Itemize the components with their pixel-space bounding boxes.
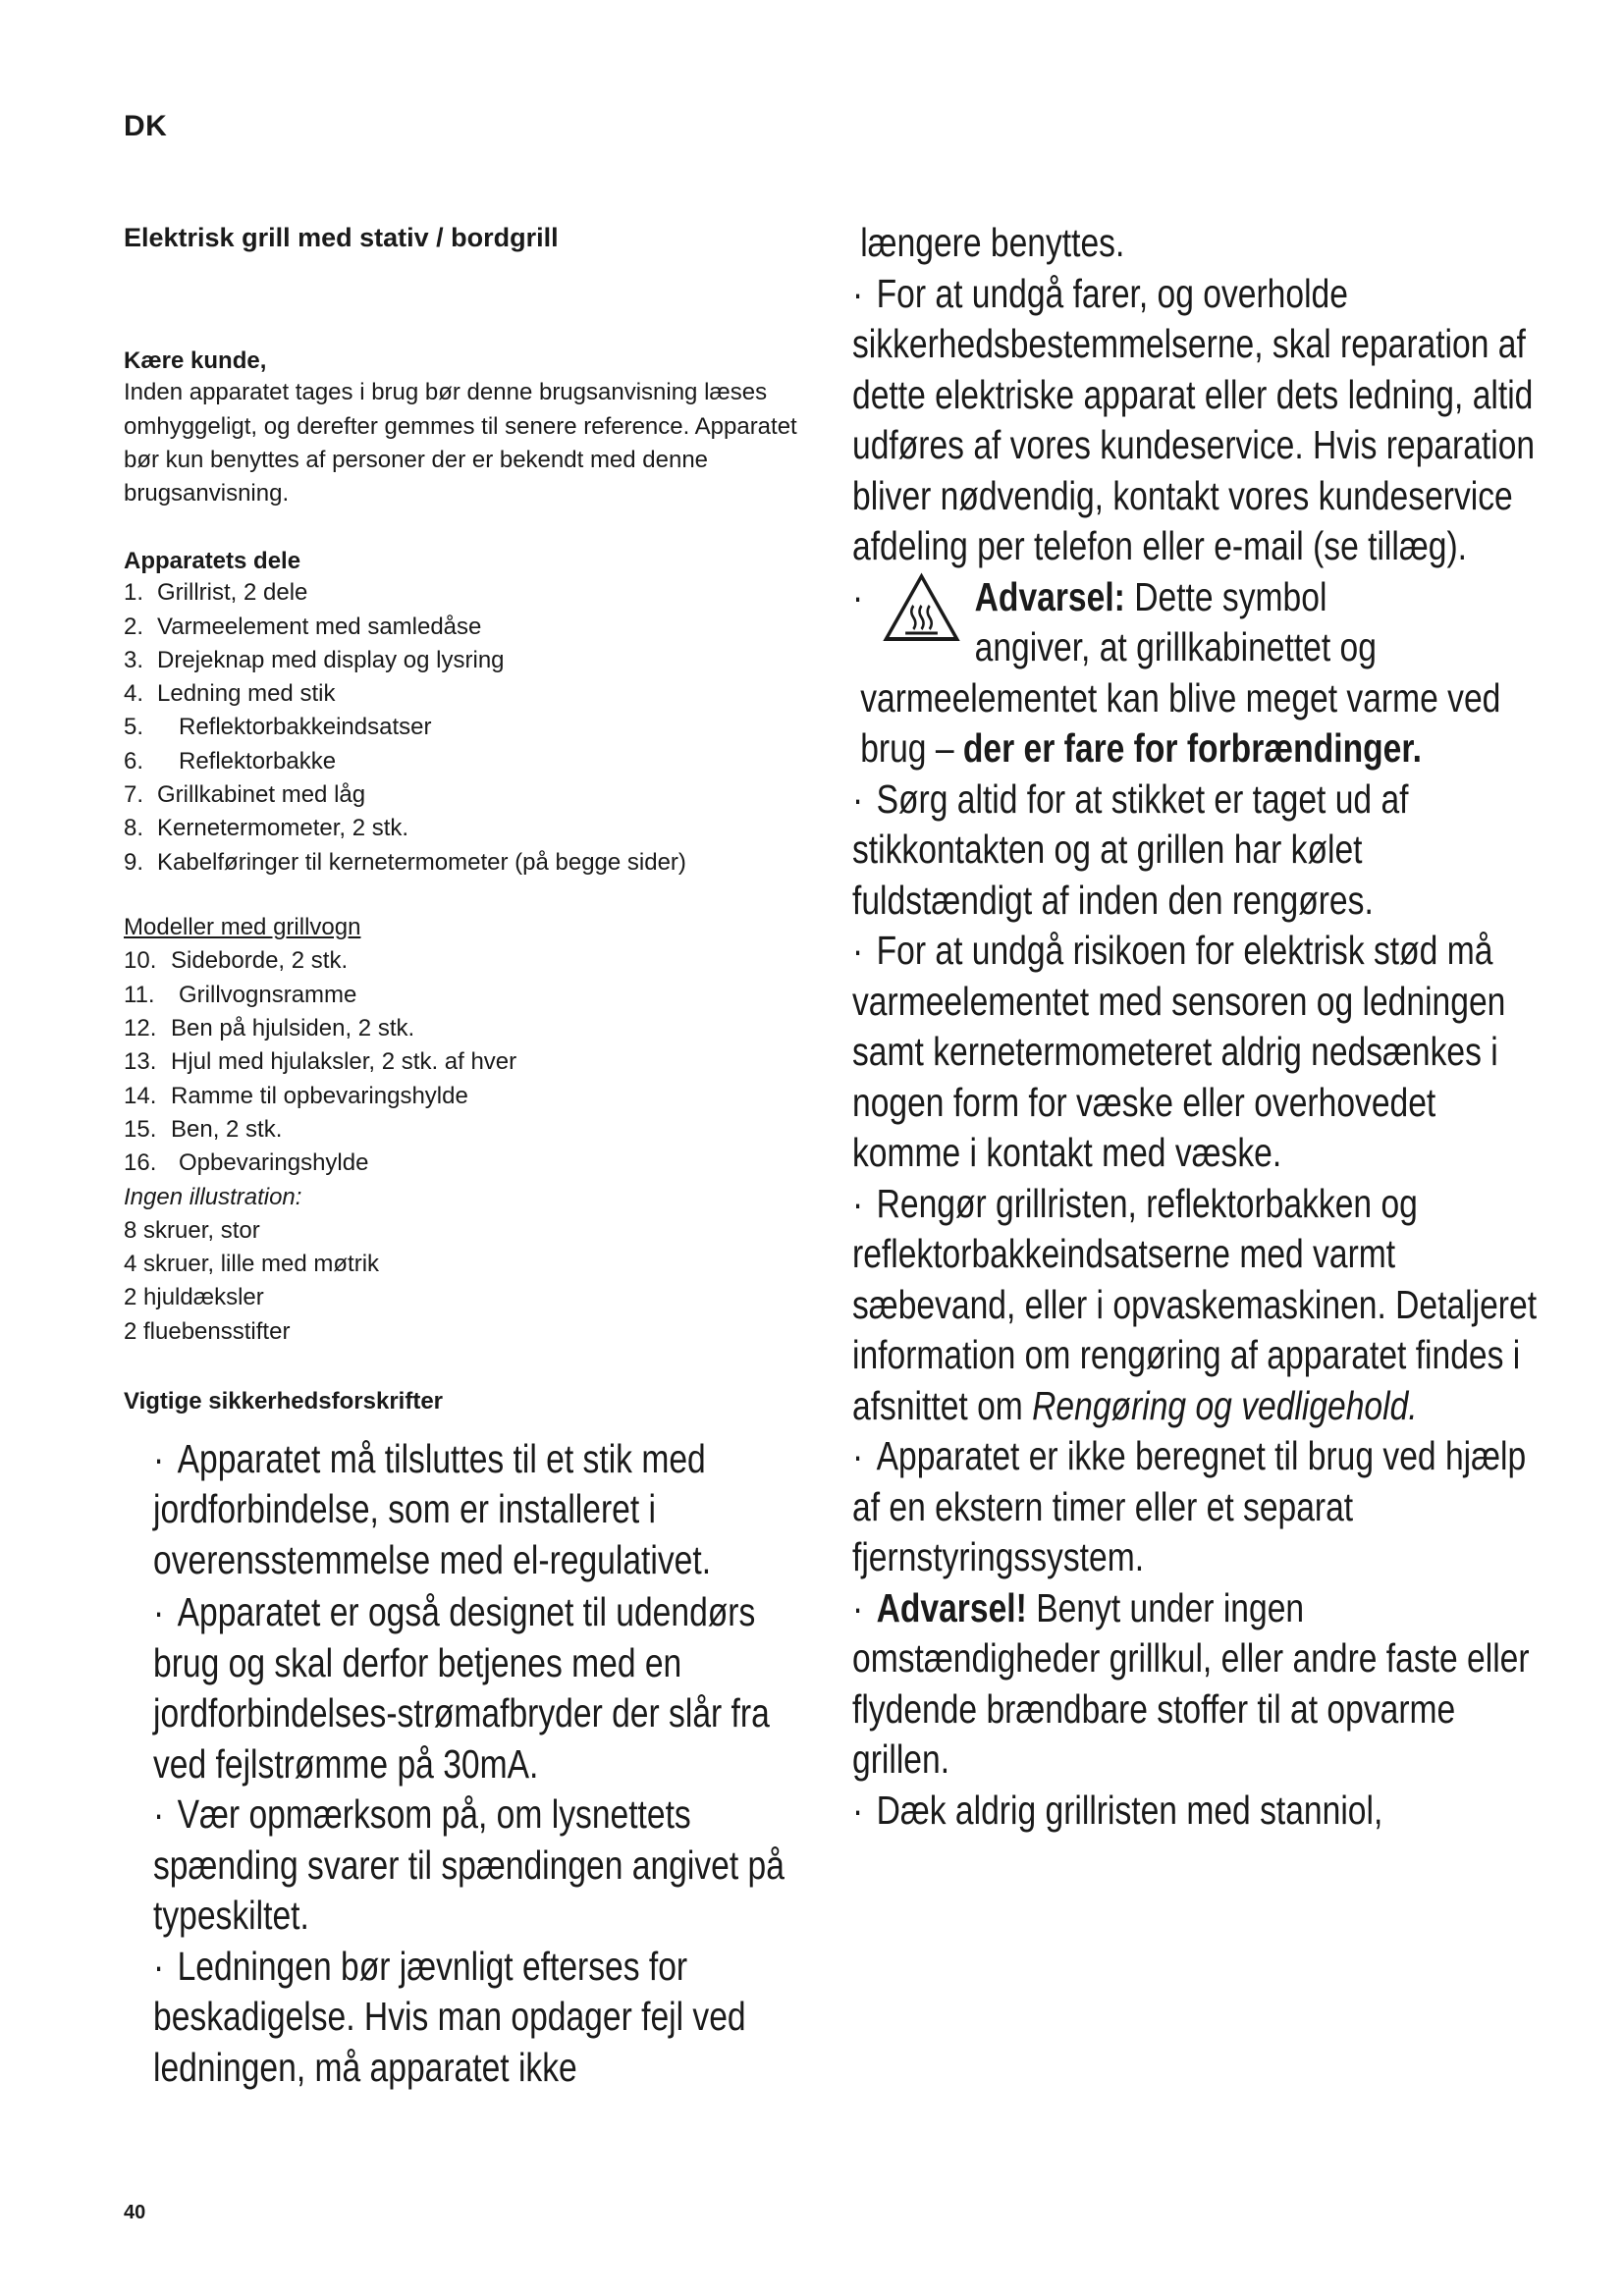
- models-list: [124, 944, 811, 1180]
- list-item: 13. Hjul med hjulaksler, 2 stk. af hver: [124, 1048, 517, 1076]
- extra-item: 8 skruer, stor: [124, 1216, 260, 1244]
- right-column: [852, 218, 1540, 1836]
- list-item: 7. Grillkabinet med låg: [124, 781, 366, 809]
- safety-list-right: [852, 218, 1540, 1836]
- list-item: 8. Kernetermometer, 2 stk.: [124, 815, 409, 842]
- list-item: 14. Ramme til opbevaringshylde: [124, 1082, 468, 1109]
- safety-item: · Apparatet må tilsluttes til et stik med jordforbindelse, som er installeret i overensstemmelse med el-regulativet.: [153, 1435, 712, 1582]
- list-item: 16. Opbevaringshylde: [124, 1149, 369, 1177]
- models-heading: Modeller med grillvogn: [124, 914, 361, 941]
- extra-item: 2 hjuldæksler: [124, 1284, 264, 1311]
- left-column: [124, 222, 811, 2093]
- list-item: 5. Reflektorbakkeindsatser: [124, 714, 432, 741]
- list-item: 6. Reflektorbakke: [124, 747, 337, 774]
- intro-text: Inden apparatet tages i brug bør denne brugsanvisning læses omhyggeligt, og derefter gemmes til senere reference. Apparatet bør kun benyttes af personer der er bekendt med denne brugsanvisning.: [124, 379, 797, 507]
- safety-item: · Ledningen bør jævnligt efterses for beskadigelse. Hvis man opdager fejl ved ledningen, må apparatet ikke: [153, 1943, 746, 2090]
- extra-item: 4 skruer, lille med møtrik: [124, 1251, 380, 1278]
- list-item: 11. Grillvognsramme: [124, 981, 357, 1008]
- safety-item-warning: · Advarsel: Dette symbol angiver, at grillkabinettet og varmeelementet kan blive meget varme ved brug – der er fare for forbrændinger.: [852, 573, 1501, 771]
- language-code: DK: [124, 110, 168, 142]
- safety-item: · Advarsel! Benyt under ingen omstændigheder grillkul, eller andre faste eller flydende brændbare stoffer til at opvarme grillen.: [852, 1584, 1530, 1782]
- document-title: Elektrisk grill med stativ / bordgrill: [124, 223, 559, 252]
- parts-list: [124, 576, 811, 880]
- safety-item: · Rengør grillristen, reflektorbakken og reflektorbakkeindsatserne med varmt sæbevand, eller i opvaskemaskinen. Detaljeret information om rengøring af apparatet findes i afsnittet om Rengøring og vedligehold.: [852, 1180, 1538, 1428]
- safety-item: · Apparatet er ikke beregnet til brug ved hjælp af en ekstern timer eller et separat fjernstyringssystem.: [852, 1433, 1527, 1579]
- safety-item-continuation: længere benyttes.: [860, 220, 1125, 265]
- list-item: 9. Kabelføringer til kernetermometer (på begge sider): [124, 848, 686, 876]
- safety-item: · Sørg altid for at stikket er taget ud af stikkontakten og at grillen har kølet fuldstændigt af inden den rengøres.: [852, 775, 1409, 923]
- hot-surface-warning-icon: [883, 572, 960, 643]
- page-number: 40: [124, 2202, 146, 2223]
- list-item: 10. Sideborde, 2 stk.: [124, 947, 349, 975]
- safety-item: · For at undgå risikoen for elektrisk stød må varmeelementet med sensoren og ledningen samt kernetermometeret aldrig nedsænkes i nogen form for væske eller overhovedet komme i kontakt med væske.: [852, 928, 1506, 1175]
- greeting: Kære kunde,: [124, 347, 267, 375]
- no-illustration-label: Ingen illustration:: [124, 1183, 302, 1210]
- safety-item: · Vær opmærksom på, om lysnettets spænding svarer til spændingen angivet på typeskiltet.: [153, 1791, 785, 1939]
- safety-item: · Dæk aldrig grillristen med stanniol,: [852, 1787, 1383, 1833]
- safety-heading: Vigtige sikkerhedsforskrifter: [124, 1388, 444, 1415]
- list-item: 1. Grillrist, 2 dele: [124, 579, 308, 607]
- list-item: 3. Drejeknap med display og lysring: [124, 646, 505, 673]
- list-item: 4. Ledning med stik: [124, 680, 336, 708]
- safety-list-left: [124, 1434, 811, 2094]
- extra-item: 2 fluebensstifter: [124, 1317, 291, 1345]
- list-item: 2. Varmeelement med samledåse: [124, 613, 482, 640]
- list-item: 15. Ben, 2 stk.: [124, 1115, 283, 1143]
- safety-item: · Apparatet er også designet til udendørs brug og skal derfor betjenes med en jordforbindelses-strømafbryder der slår fra ved fejlstrømme på 30mA.: [153, 1589, 770, 1787]
- list-item: 12. Ben på hjulsiden, 2 stk.: [124, 1014, 415, 1041]
- safety-item: · For at undgå farer, og overholde sikkerhedsbestemmelserne, skal reparation af dette elektriske apparat eller dets ledning, altid udføres af vores kundeservice. Hvis reparation bliver nødvendig, kontakt vores kundeservice afdeling per telefon eller e-mail (se tillæg).: [852, 270, 1536, 568]
- parts-heading: Apparatets dele: [124, 548, 301, 575]
